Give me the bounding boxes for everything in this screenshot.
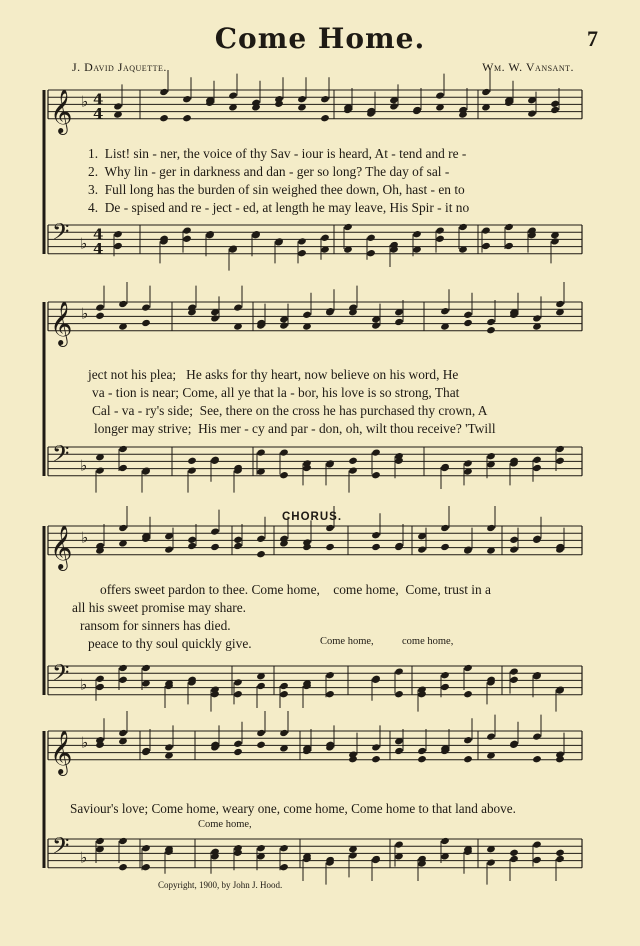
note-head xyxy=(187,542,197,550)
note-head xyxy=(394,840,404,848)
note-head xyxy=(509,849,519,857)
note-head xyxy=(297,249,307,257)
note-head xyxy=(486,318,496,326)
note-head xyxy=(233,748,243,756)
system-2-bass-bass-clef-icon: 𝄢 xyxy=(52,441,70,473)
note-head xyxy=(256,741,266,749)
verse-1-line-2: ject not his plea; He asks for thy heart, now believe on his word, He xyxy=(88,367,459,382)
note-head xyxy=(440,307,450,315)
note-head xyxy=(325,543,335,551)
bass-text-come-home-1: Come home, xyxy=(320,636,374,647)
note-head xyxy=(509,676,519,684)
note-head xyxy=(435,235,445,243)
note-head xyxy=(463,319,473,327)
note-head xyxy=(118,863,128,871)
final-lyric-line: Saviour's love; Come home, weary one, come home, Come home to that land above. xyxy=(70,801,516,816)
note-head xyxy=(550,106,560,114)
note-head xyxy=(366,234,376,242)
note-head xyxy=(141,844,151,852)
note-head xyxy=(463,755,473,763)
note-head xyxy=(95,466,105,474)
note-head xyxy=(504,242,514,250)
note-head xyxy=(532,755,542,763)
verse-2-line-1: 2. Why lin - ger in darkness and dan - ger so long? The day of sal - xyxy=(88,164,450,179)
note-head xyxy=(394,318,404,326)
note-head xyxy=(297,237,307,245)
note-head xyxy=(113,102,123,110)
note-head xyxy=(159,88,169,96)
note-head xyxy=(233,690,243,698)
system-2-treble-treble-clef-icon: 𝄞 xyxy=(50,300,73,345)
system-3-bass-flat-icon: ♭ xyxy=(80,675,88,694)
composer-credit: Wm. W. Vansant. xyxy=(482,60,574,74)
note-head xyxy=(440,683,450,691)
note-head xyxy=(463,664,473,672)
note-head xyxy=(118,676,128,684)
note-head xyxy=(440,837,450,845)
verse-2-line-2: va - tion is near; Come, all ye that la - bor, his love is so strong, That xyxy=(92,385,460,400)
note-head xyxy=(435,91,445,99)
note-head xyxy=(463,459,473,467)
system-4-treble-flat-icon: ♭ xyxy=(81,733,89,752)
system-1-treble-flat-icon: ♭ xyxy=(81,92,89,111)
note-head xyxy=(182,95,192,103)
system-1-treble-time-top: 4 xyxy=(93,90,104,109)
note-head xyxy=(141,319,151,327)
note-head xyxy=(233,678,243,686)
note-head xyxy=(256,844,266,852)
note-head xyxy=(371,448,381,456)
note-head xyxy=(256,535,266,543)
note-head xyxy=(555,445,565,453)
note-head xyxy=(481,88,491,96)
chorus-line-1: offers sweet pardon to thee. Come home, come home, Come, trust in a xyxy=(100,582,491,597)
note-head xyxy=(113,230,123,238)
note-head xyxy=(394,747,404,755)
system-1-bass-flat-icon: ♭ xyxy=(80,234,88,253)
system-1-bass-time-bottom: 4 xyxy=(93,239,104,258)
chorus-line-2: all his sweet promise may share. xyxy=(72,600,247,615)
chorus-line-3: ransom for sinners has died. xyxy=(80,618,231,633)
system-4-treble-treble-clef-icon: 𝄞 xyxy=(50,729,73,774)
note-head xyxy=(210,314,220,322)
note-head xyxy=(256,729,266,737)
verse-4-line-1: 4. De - spised and re - ject - ed, at length he may leave, His Spir - it no xyxy=(88,200,470,215)
note-head xyxy=(509,545,519,553)
note-head xyxy=(504,223,514,231)
note-head xyxy=(95,312,105,320)
note-head xyxy=(555,855,565,863)
note-head xyxy=(532,314,542,322)
system-1-treble-treble-clef-icon: 𝄞 xyxy=(50,88,73,133)
system-3-treble-treble-clef-icon: 𝄞 xyxy=(50,524,73,569)
note-head xyxy=(527,109,537,117)
note-head xyxy=(233,740,243,748)
note-head xyxy=(486,524,496,532)
note-head xyxy=(532,464,542,472)
note-head xyxy=(389,102,399,110)
note-head xyxy=(279,471,289,479)
system-1-bass-bass-clef-icon: 𝄢 xyxy=(52,219,70,251)
note-head xyxy=(486,326,496,334)
note-head xyxy=(366,249,376,257)
note-head xyxy=(555,457,565,465)
note-head xyxy=(279,682,289,690)
system-1-treble-time-bottom: 4 xyxy=(93,104,104,123)
note-head xyxy=(182,235,192,243)
note-head xyxy=(279,844,289,852)
note-head xyxy=(463,311,473,319)
note-head xyxy=(371,531,381,539)
verse-1-line-1: 1. List! sin - ner, the voice of thy Sav - iour is heard, At - tend and re - xyxy=(88,146,467,161)
note-head xyxy=(486,858,496,866)
note-head xyxy=(279,321,289,329)
note-head xyxy=(417,747,427,755)
note-head xyxy=(95,683,105,691)
note-head xyxy=(141,664,151,672)
note-head xyxy=(279,729,289,737)
note-head xyxy=(95,675,105,683)
note-head xyxy=(228,91,238,99)
note-head xyxy=(509,667,519,675)
note-head xyxy=(118,524,128,532)
note-head xyxy=(182,114,192,122)
verse-3-line-1: 3. Full long has the burden of sin weighed thee down, Oh, hast - en to xyxy=(88,182,465,197)
note-head xyxy=(440,524,450,532)
system-3-treble-flat-icon: ♭ xyxy=(81,528,89,547)
note-head xyxy=(320,114,330,122)
note-head xyxy=(532,856,542,864)
note-head xyxy=(463,690,473,698)
note-head xyxy=(371,743,381,751)
note-head xyxy=(297,95,307,103)
system-4-bass-bass-clef-icon: 𝄢 xyxy=(52,833,70,865)
system-2-treble-flat-icon: ♭ xyxy=(81,304,89,323)
note-head xyxy=(141,863,151,871)
note-head xyxy=(141,303,151,311)
note-head xyxy=(481,242,491,250)
note-head xyxy=(463,736,473,744)
note-head xyxy=(210,543,220,551)
note-head xyxy=(371,543,381,551)
note-head xyxy=(320,234,330,242)
note-head xyxy=(555,849,565,857)
note-head xyxy=(118,664,128,672)
note-head xyxy=(118,837,128,845)
note-head xyxy=(412,230,422,238)
note-head xyxy=(481,226,491,234)
note-head xyxy=(187,536,197,544)
note-head xyxy=(555,300,565,308)
note-head xyxy=(233,536,243,544)
note-head xyxy=(182,226,192,234)
note-head xyxy=(233,542,243,550)
verse-4-line-2: longer may strive; His mer - cy and par - don, oh, wilt thou receive? 'Twill xyxy=(94,421,496,436)
note-head xyxy=(95,837,105,845)
note-head xyxy=(550,100,560,108)
system-1-bass-time-top: 4 xyxy=(93,225,104,244)
bass-text-come-home-2: come home, xyxy=(402,636,454,647)
note-head xyxy=(550,237,560,245)
note-head xyxy=(532,840,542,848)
note-head xyxy=(159,114,169,122)
note-head xyxy=(458,223,468,231)
note-head xyxy=(440,671,450,679)
note-head xyxy=(118,464,128,472)
note-head xyxy=(371,755,381,763)
note-head xyxy=(348,466,358,474)
note-head xyxy=(256,682,266,690)
note-head xyxy=(233,303,243,311)
note-head xyxy=(320,95,330,103)
note-head xyxy=(279,690,289,698)
note-head xyxy=(118,729,128,737)
note-head xyxy=(187,457,197,465)
note-head xyxy=(113,242,123,250)
note-head xyxy=(371,321,381,329)
chorus-line-4: peace to thy soul quickly give. xyxy=(88,636,252,651)
note-head xyxy=(325,690,335,698)
note-head xyxy=(486,452,496,460)
note-head xyxy=(532,732,542,740)
note-head xyxy=(279,448,289,456)
note-head xyxy=(435,226,445,234)
note-head xyxy=(118,300,128,308)
note-head xyxy=(164,545,174,553)
note-head xyxy=(371,471,381,479)
note-head xyxy=(394,690,404,698)
note-head xyxy=(164,743,174,751)
note-head xyxy=(486,732,496,740)
note-head xyxy=(509,855,519,863)
note-head xyxy=(256,448,266,456)
note-head xyxy=(509,536,519,544)
note-head xyxy=(325,524,335,532)
note-head xyxy=(417,545,427,553)
note-head xyxy=(417,755,427,763)
note-head xyxy=(532,456,542,464)
note-head xyxy=(210,527,220,535)
note-head xyxy=(348,457,358,465)
note-head xyxy=(187,466,197,474)
system-4-bass-flat-icon: ♭ xyxy=(80,848,88,867)
note-head xyxy=(279,863,289,871)
note-head xyxy=(348,851,358,859)
note-head xyxy=(394,667,404,675)
system-3-bass-bass-clef-icon: 𝄢 xyxy=(52,660,70,692)
page-number: 7 xyxy=(587,26,598,51)
note-head xyxy=(343,223,353,231)
note-head xyxy=(302,311,312,319)
hymn-title: Come Home. xyxy=(214,22,426,55)
system-2-bass-flat-icon: ♭ xyxy=(80,456,88,475)
bass-text-come-home-3: Come home, xyxy=(198,819,252,830)
verse-3-line-2: Cal - va - ry's side; See, there on the cross he has purchased thy crown, A xyxy=(92,403,488,418)
note-head xyxy=(95,303,105,311)
lyricist-credit: J. David Jaquette. xyxy=(72,60,167,74)
copyright-notice: Copyright, 1900, by John J. Hood. xyxy=(158,880,283,890)
note-head xyxy=(440,543,450,551)
note-head xyxy=(256,550,266,558)
chorus-label: CHORUS. xyxy=(282,511,343,523)
note-head xyxy=(118,445,128,453)
note-head xyxy=(325,671,335,679)
